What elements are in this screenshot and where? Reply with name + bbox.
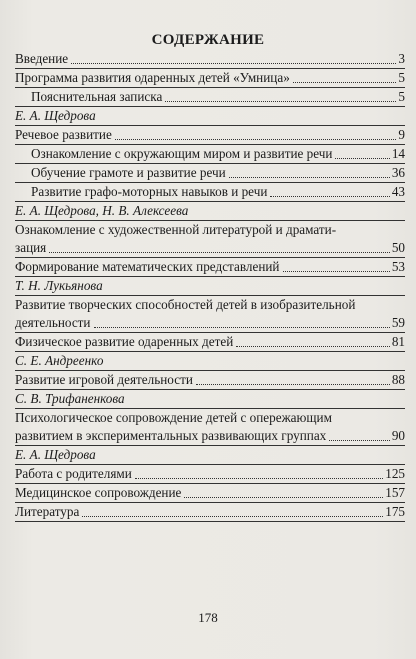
dot-leader	[165, 100, 396, 102]
toc-entry-page: 5	[398, 89, 405, 104]
toc-entry-page: 175	[385, 504, 405, 519]
toc-entry-title: Пояснительная записка	[31, 89, 163, 104]
toc-author	[15, 352, 405, 371]
author-name: Т. Н. Лукьянова	[15, 278, 103, 293]
dot-leader	[184, 496, 383, 498]
toc-entry-page: 50	[391, 240, 405, 255]
toc-entry-page: 14	[391, 146, 405, 161]
dot-leader	[82, 515, 383, 517]
toc-author	[15, 202, 405, 221]
toc-entry-page: 9	[398, 127, 405, 142]
toc-entry-page: 5	[398, 70, 405, 85]
toc-entry-title: Работа с родителями	[15, 466, 132, 481]
toc-entry-page: 53	[391, 259, 405, 274]
toc-entry-title-line2: зация	[15, 240, 47, 255]
toc-subentry	[15, 183, 405, 202]
toc-entry-page: 59	[391, 315, 405, 330]
toc-entry-title: Литература	[15, 504, 80, 519]
dot-leader	[293, 81, 397, 83]
dot-leader	[283, 270, 390, 272]
toc-subentry	[15, 145, 405, 164]
toc-entry-title: Медицинское сопровождение	[15, 485, 182, 500]
toc-title: СОДЕРЖАНИЕ	[151, 32, 265, 48]
dot-leader	[329, 439, 390, 441]
toc-entry-title-line1: Психологическое сопровождение детей с опережающим	[15, 410, 332, 425]
toc-entry-title: Программа развития одаренных детей «Умница»	[15, 70, 290, 85]
toc-entry-title-line1: Развитие творческих способностей детей в изобразительной	[15, 297, 356, 312]
toc-entry	[15, 371, 405, 390]
toc-entry-page: 125	[385, 466, 405, 481]
toc-entry	[15, 465, 405, 484]
toc-entry	[15, 484, 405, 503]
toc-entry	[15, 126, 405, 145]
author-name: С. Е. Андреенко	[15, 353, 104, 368]
toc-entry-title: Речевое развитие	[15, 127, 112, 142]
toc-subentry	[15, 164, 405, 183]
toc-author	[15, 390, 405, 409]
toc-entry-title-line2: деятельности	[15, 315, 91, 330]
toc-author	[15, 107, 405, 126]
toc-entry	[15, 409, 405, 446]
toc-author	[15, 277, 405, 296]
toc-entry-page: 43	[391, 184, 405, 199]
toc-entry-title-line2: развитием в экспериментальных развивающих группах	[15, 428, 327, 443]
toc-entry-title: Развитие графо-моторных навыков и речи	[31, 184, 268, 199]
toc-entry-page: 90	[391, 428, 405, 443]
dot-leader	[49, 251, 390, 253]
dot-leader	[94, 326, 390, 328]
toc-entry	[15, 296, 405, 333]
table-of-contents	[15, 50, 405, 522]
toc-entry	[15, 50, 405, 69]
dot-leader	[236, 345, 390, 347]
author-name: С. В. Трифаненкова	[15, 391, 125, 406]
toc-entry-title: Формирование математических представлений	[15, 259, 280, 274]
page-number: 178	[198, 610, 218, 625]
dot-leader	[335, 157, 389, 159]
toc-entry-page: 157	[385, 485, 405, 500]
toc-entry	[15, 333, 405, 352]
dot-leader	[71, 62, 396, 64]
toc-entry-page: 81	[391, 334, 405, 349]
toc-entry	[15, 221, 405, 258]
toc-entry-page: 36	[391, 165, 405, 180]
dot-leader	[196, 383, 390, 385]
dot-leader	[115, 138, 397, 140]
toc-entry	[15, 258, 405, 277]
toc-entry-title: Физическое развитие одаренных детей	[15, 334, 234, 349]
dot-leader	[270, 195, 389, 197]
dot-leader	[229, 176, 390, 178]
toc-entry-title: Развитие игровой деятельности	[15, 372, 193, 387]
toc-entry-title: Обучение грамоте и развитие речи	[31, 165, 226, 180]
toc-entry-page: 88	[391, 372, 405, 387]
toc-entry	[15, 69, 405, 88]
toc-author	[15, 446, 405, 465]
author-name: Е. А. Щедрова	[15, 447, 96, 462]
toc-entry-title: Ознакомление с окружающим миром и развитие речи	[31, 146, 333, 161]
dot-leader	[135, 477, 383, 479]
toc-entry-page: 3	[398, 51, 405, 66]
toc-entry-title: Введение	[15, 51, 69, 66]
toc-entry	[15, 503, 405, 522]
author-name: Е. А. Щедрова, Н. В. Алексеева	[15, 203, 189, 218]
author-name: Е. А. Щедрова	[15, 108, 96, 123]
toc-subentry	[15, 88, 405, 107]
toc-entry-title-line1: Ознакомление с художественной литературой и драмати-	[15, 222, 337, 237]
